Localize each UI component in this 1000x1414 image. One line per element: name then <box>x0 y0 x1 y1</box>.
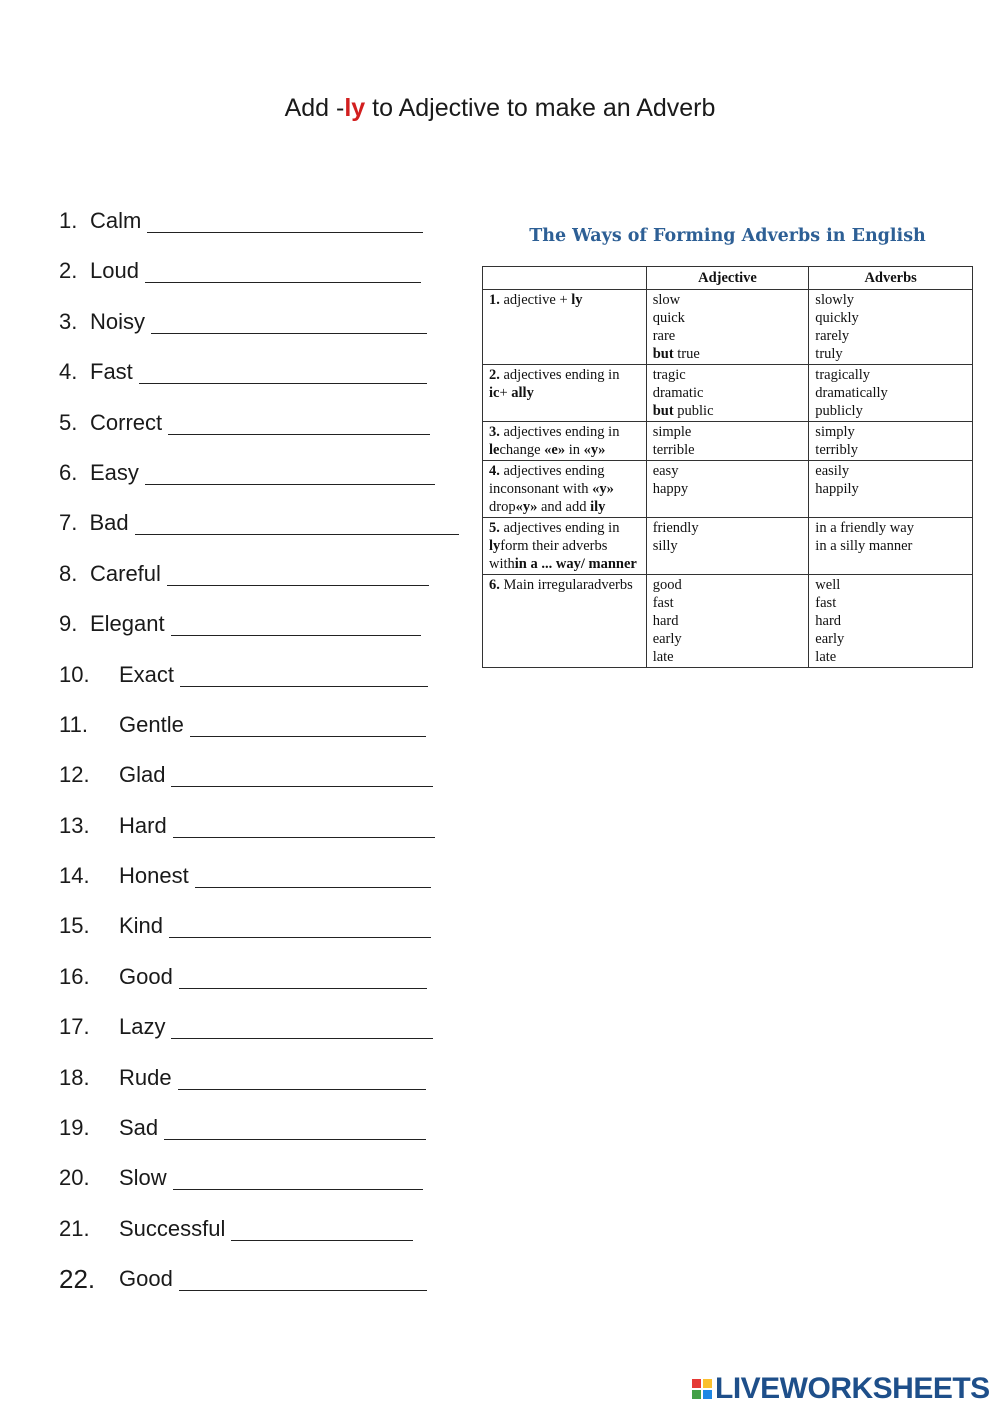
item-number: 21. <box>59 1215 90 1241</box>
adverb-example: rarely <box>815 328 850 344</box>
item-number: 5. <box>59 409 78 435</box>
adverb-example: terribly <box>815 442 858 458</box>
table-row <box>483 518 973 575</box>
answer-blank[interactable] <box>139 354 427 384</box>
rule-bold-text: 6. <box>489 577 500 593</box>
adjective-word: quick <box>652 310 685 326</box>
answer-blank[interactable] <box>164 1110 426 1140</box>
adverb-example: well <box>815 577 841 593</box>
rule-bold-text: 3. <box>489 424 500 440</box>
header-adverbs: Adverbs <box>809 267 973 290</box>
item-number: 11. <box>59 711 88 737</box>
adjective-example <box>653 480 803 498</box>
rule-bold-text: 5. <box>489 520 500 536</box>
item-adjective: Loud <box>90 258 139 284</box>
list-item <box>59 1110 459 1160</box>
header-adjective: Adjective <box>646 267 809 290</box>
item-number: 17. <box>59 1014 90 1040</box>
answer-blank[interactable] <box>169 908 431 938</box>
adjective-word: hard <box>652 613 679 629</box>
rule-text: drop <box>489 499 516 515</box>
adjective-cell <box>646 365 809 422</box>
item-number: 18. <box>59 1064 90 1090</box>
logo-square <box>703 1390 712 1399</box>
adjective-cell <box>646 422 809 461</box>
item-number: 14. <box>59 863 90 889</box>
item-adjective: Calm <box>90 208 142 233</box>
item-adjective: Lazy <box>119 1014 166 1040</box>
adjective-cell <box>646 290 809 365</box>
adverb-cell <box>809 461 973 518</box>
rule-cell <box>483 518 647 575</box>
table-row <box>483 461 973 518</box>
answer-blank[interactable] <box>231 1211 413 1241</box>
adjective-word: simple <box>652 424 692 440</box>
header-rule <box>483 267 647 290</box>
adjective-word: dramatic <box>652 385 704 401</box>
rule-bold-text: «y» <box>592 481 614 497</box>
item-number: 19. <box>59 1115 90 1141</box>
item-adjective: Elegant <box>90 611 165 637</box>
list-item <box>59 405 459 455</box>
rule-text: adjectives ending in <box>489 463 605 497</box>
item-number: 15. <box>59 913 90 939</box>
table-row <box>483 422 973 461</box>
answer-blank[interactable] <box>179 959 427 989</box>
adjective-example <box>653 345 803 363</box>
rule-bold-text: 1. <box>489 292 500 308</box>
table-row <box>483 365 973 422</box>
adverb-example: late <box>815 649 837 665</box>
adverb-example: hard <box>815 613 842 629</box>
list-item <box>59 1060 459 1110</box>
item-adjective: Kind <box>119 913 164 939</box>
adverb-example: slowly <box>815 292 854 308</box>
list-item <box>59 858 459 908</box>
answer-blank[interactable] <box>171 606 421 636</box>
rule-cell <box>483 365 647 422</box>
answer-blank[interactable] <box>173 808 435 838</box>
adjective-word: late <box>652 649 674 665</box>
answer-blank[interactable] <box>168 405 430 435</box>
rule-text: in <box>565 442 584 458</box>
rule-bold-text: le <box>489 442 500 458</box>
liveworksheets-icon <box>692 1379 712 1399</box>
answer-blank[interactable] <box>167 556 429 586</box>
adverb-example: dramatically <box>815 385 888 401</box>
item-adjective: Good <box>119 963 173 989</box>
item-number: 2. <box>59 258 78 284</box>
rule-bold-text: in a ... way/ manner <box>514 556 637 572</box>
adjective-word: true <box>673 346 700 362</box>
list-item <box>59 657 459 707</box>
adverb-cell <box>809 575 973 668</box>
list-item <box>59 1211 459 1261</box>
adverb-cell <box>809 422 973 461</box>
rule-bold-text: «e» <box>544 442 566 458</box>
adverb-example: in a silly manner <box>815 538 913 554</box>
adjective-example <box>653 309 803 327</box>
list-item <box>59 354 459 404</box>
adjective-example <box>653 402 803 420</box>
adjective-example <box>653 537 803 555</box>
table-row <box>483 575 973 668</box>
answer-blank[interactable] <box>151 304 427 334</box>
answer-blank[interactable] <box>173 1160 423 1190</box>
title-rest: to Adjective to make an Adverb <box>365 94 716 122</box>
item-adjective: Good <box>119 1266 173 1292</box>
item-number: 9. <box>59 611 78 637</box>
adjective-example <box>653 366 803 384</box>
list-item <box>59 304 459 354</box>
answer-blank[interactable] <box>135 505 459 535</box>
list-item <box>59 1009 459 1059</box>
rule-cell <box>483 461 647 518</box>
adjective-example <box>653 291 803 309</box>
list-item <box>59 1261 459 1311</box>
reference-table-heading: The Ways of Forming Adverbs in English <box>529 226 926 246</box>
item-number: 4. <box>59 359 78 385</box>
item-adjective: Careful <box>90 560 161 586</box>
answer-blank[interactable] <box>179 1261 427 1291</box>
brand-name: LIVEWORKSHEETS <box>715 1372 990 1405</box>
adjective-example <box>653 462 803 480</box>
item-number: 13. <box>59 812 90 838</box>
adjective-word: early <box>652 631 682 647</box>
rule-text: Main irregular <box>499 577 588 593</box>
list-item <box>59 808 459 858</box>
adjective-word: slow <box>652 292 681 308</box>
adjective-example <box>653 327 803 345</box>
adjective-word: fast <box>652 595 674 611</box>
adjective-word: silly <box>652 538 678 554</box>
adjective-example <box>653 594 803 612</box>
item-adjective: Bad <box>89 510 129 536</box>
rule-bold-text: 4. <box>489 463 500 479</box>
rule-text: adverbs <box>587 577 633 593</box>
list-item <box>59 455 459 505</box>
adverb-example: simply <box>815 424 855 440</box>
answer-blank[interactable] <box>147 203 423 233</box>
list-item <box>59 253 459 303</box>
item-adjective: Rude <box>119 1064 172 1090</box>
answer-blank[interactable] <box>195 858 431 888</box>
adjective-word: terrible <box>652 442 695 458</box>
rule-bold-text: ally <box>511 385 534 401</box>
adjective-word: easy <box>652 463 679 479</box>
item-adjective: Hard <box>119 812 167 838</box>
rule-text: change <box>499 442 545 458</box>
adverb-cell <box>809 518 973 575</box>
rule-cell <box>483 575 647 668</box>
rule-bold-text: 2. <box>489 367 500 383</box>
answer-blank[interactable] <box>178 1060 426 1090</box>
list-item <box>59 505 459 555</box>
adjective-example <box>653 423 803 441</box>
exercise-list <box>59 203 459 1312</box>
answer-blank[interactable] <box>171 1009 433 1039</box>
item-number: 20. <box>59 1165 90 1191</box>
rule-bold-text: ly <box>489 538 501 554</box>
adverb-cell <box>809 365 973 422</box>
rule-bold-text: «y» <box>583 442 606 458</box>
rule-text: adjectives ending in <box>499 424 620 440</box>
adverb-example: publicly <box>815 403 863 419</box>
liveworksheets-logo <box>692 1373 990 1405</box>
item-adjective: Easy <box>90 459 139 485</box>
item-adjective: Slow <box>119 1165 167 1191</box>
title-prefix: Add - <box>284 94 345 122</box>
list-item <box>59 757 459 807</box>
item-number: 3. <box>59 308 78 334</box>
item-number: 16. <box>59 963 90 989</box>
adverb-cell <box>809 290 973 365</box>
adjective-example <box>653 576 803 594</box>
adjective-word: happy <box>652 481 689 497</box>
adverb-rules-table <box>482 266 973 668</box>
list-item <box>59 959 459 1009</box>
adverb-example: easily <box>815 463 850 479</box>
table-row <box>483 290 973 365</box>
adjective-word: friendly <box>652 520 699 536</box>
adjective-word: tragic <box>652 367 686 383</box>
item-number: 10. <box>59 661 90 687</box>
list-item <box>59 908 459 958</box>
adjective-word: public <box>673 403 714 419</box>
rule-bold-text: ly <box>571 292 583 308</box>
item-adjective: Honest <box>119 863 189 889</box>
item-adjective: Fast <box>90 359 133 385</box>
list-item <box>59 556 459 606</box>
item-adjective: Correct <box>90 409 163 435</box>
exception-marker: but <box>652 403 674 419</box>
list-item <box>59 707 459 757</box>
adverb-example: fast <box>815 595 837 611</box>
answer-blank[interactable] <box>171 757 433 787</box>
adverb-example: truly <box>815 346 843 362</box>
page-title <box>0 94 1000 123</box>
answer-blank[interactable] <box>190 707 426 737</box>
item-adjective: Exact <box>119 661 175 687</box>
adverb-example: happily <box>815 481 859 497</box>
adjective-example <box>653 519 803 537</box>
item-adjective: Gentle <box>119 711 184 737</box>
item-number: 8. <box>59 560 78 586</box>
rule-text: adjectives ending in <box>499 520 620 536</box>
adverb-example: quickly <box>815 310 859 326</box>
item-number: 12. <box>59 762 90 788</box>
rule-text: + <box>499 385 512 401</box>
rule-bold-text: «y» <box>515 499 538 515</box>
answer-blank[interactable] <box>145 253 421 283</box>
adverb-example: early <box>815 631 845 647</box>
adjective-example <box>653 612 803 630</box>
list-item <box>59 203 459 253</box>
adjective-cell <box>646 575 809 668</box>
logo-square <box>703 1379 712 1388</box>
adjective-cell <box>646 518 809 575</box>
answer-blank[interactable] <box>145 455 435 485</box>
rule-text: form their adverbs with <box>489 538 608 572</box>
adjective-example <box>653 648 803 666</box>
item-number: 7. <box>59 510 78 536</box>
item-number: 1. <box>59 208 78 233</box>
rule-text: adjectives ending in <box>499 367 620 383</box>
adjective-example <box>653 441 803 459</box>
list-item <box>59 1160 459 1210</box>
adverb-example: in a friendly way <box>815 520 914 536</box>
item-adjective: Sad <box>119 1115 159 1141</box>
table-header-row <box>483 267 973 290</box>
title-suffix-highlight: ly <box>344 94 366 122</box>
rule-bold-text: ily <box>590 499 606 515</box>
item-adjective: Noisy <box>90 308 146 334</box>
item-number: 6. <box>59 459 78 485</box>
rule-text: consonant with <box>500 481 593 497</box>
answer-blank[interactable] <box>180 657 428 687</box>
exception-marker: but <box>652 346 674 362</box>
rule-text: adjective + <box>499 292 572 308</box>
adjective-cell <box>646 461 809 518</box>
adverb-example: tragically <box>815 367 871 383</box>
list-item <box>59 606 459 656</box>
logo-square <box>692 1390 701 1399</box>
rule-cell <box>483 422 647 461</box>
adjective-word: good <box>652 577 682 593</box>
item-adjective: Glad <box>119 762 166 788</box>
item-number: 22. <box>59 1264 96 1295</box>
logo-square <box>692 1379 701 1388</box>
item-adjective: Successful <box>119 1215 226 1241</box>
adjective-example <box>653 384 803 402</box>
rule-bold-text: ic <box>489 385 500 401</box>
rule-cell <box>483 290 647 365</box>
adjective-example <box>653 630 803 648</box>
adjective-word: rare <box>652 328 676 344</box>
rule-text: and add <box>537 499 591 515</box>
